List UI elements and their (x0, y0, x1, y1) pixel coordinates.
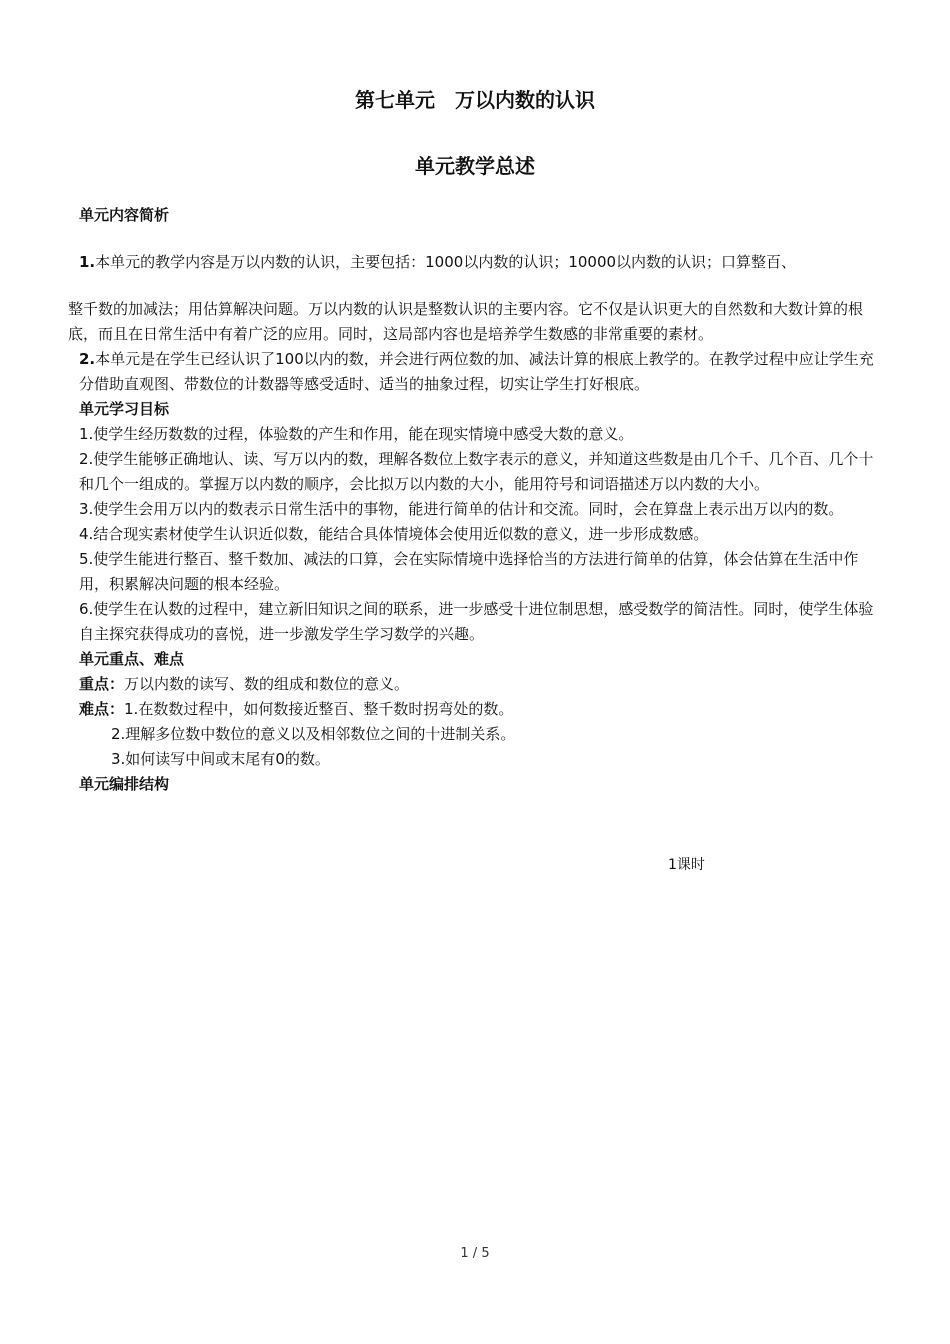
goal-item-3: 3.使学生会用万以内的数表示日常生活中的事物，能进行简单的估计和交流。同时，会在算盘上表示出万以内的数。 (79, 500, 844, 518)
section-heading-content: 单元内容简析 (79, 206, 170, 224)
goal-item-6: 6.使学生在认数的过程中，建立新旧知识之间的联系，进一步感受十进位制思想，感受数学的简洁性。同时，使学生体验自主探究获得成功的喜悦，进一步激发学生学习数学的兴趣。 (79, 600, 874, 643)
paragraph-text: 本单元是在学生已经认识了100以内的数，并会进行两位数的加、减法计算的根底上教学的。在教学过程中应让学生充分借助直观图、带数位的计数器等感受适时、适当的抽象过程，切实让学生打好根底。 (79, 350, 874, 393)
document-title: 第七单元 万以内数的认识 (355, 88, 595, 112)
difficulty-item-3: 3.如何读写中间或末尾有0的数。 (111, 750, 330, 768)
difficulty-line (68, 697, 884, 722)
document-body (68, 203, 884, 797)
paragraph-text: 本单元的教学内容是万以内数的认识，主要包括：1000以内数的认识；10000以内数的认识；口算整百、 (95, 253, 797, 271)
difficulty-label: 难点： (79, 700, 125, 718)
section-heading-key: 单元重点、难点 (79, 650, 185, 668)
focus-text: 万以内数的读写、数的组成和数位的意义。 (124, 675, 410, 693)
content-paragraph-1-first-line (68, 250, 884, 275)
focus-line (68, 672, 884, 697)
page-number: 1 / 5 (460, 1246, 490, 1261)
section-heading-structure: 单元编排结构 (79, 775, 170, 793)
paragraph-number: 2. (79, 350, 96, 368)
difficulty-item-1: 1.在数数过程中，如何数接近整百、整千数时拐弯处的数。 (124, 700, 514, 718)
content-paragraph-1-rest: 整千数的加减法；用估算解决问题。万以内数的认识是整数认识的主要内容。它不仅是认识更大的自然数和大数计算的根底，而且在日常生活中有着广泛的应用。同时，这局部内容也是培养学生数感的非常重要的素材。 (68, 300, 864, 343)
paragraph-number: 1. (79, 253, 96, 271)
goal-item-4: 4.结合现实素材使学生认识近似数，能结合具体情境体会使用近似数的意义，进一步形成数感。 (79, 525, 709, 543)
difficulty-item-2: 2.理解多位数中数位的意义以及相邻数位之间的十进制关系。 (111, 725, 516, 743)
document-subtitle: 单元教学总述 (415, 154, 535, 178)
section-heading-goals: 单元学习目标 (79, 400, 170, 418)
goal-item-2: 2.使学生能够正确地认、读、写万以内的数，理解各数位上数字表示的意义，并知道这些数是由几个千、几个百、几个十和几个一组成的。掌握万以内数的顺序，会比拟万以内数的大小，能用符号和词语描述万以内数的大小。 (79, 450, 874, 493)
lesson-label: 1课时 (668, 857, 705, 873)
content-paragraph-2 (68, 347, 884, 397)
goal-item-5: 5.使学生能进行整百、整千数加、减法的口算，会在实际情境中选择恰当的方法进行简单的估算，体会估算在生活中作用，积累解决问题的根本经验。 (79, 550, 859, 593)
goal-item-1: 1.使学生经历数数的过程，体验数的产生和作用，能在现实情境中感受大数的意义。 (79, 425, 634, 443)
focus-label: 重点： (79, 675, 125, 693)
